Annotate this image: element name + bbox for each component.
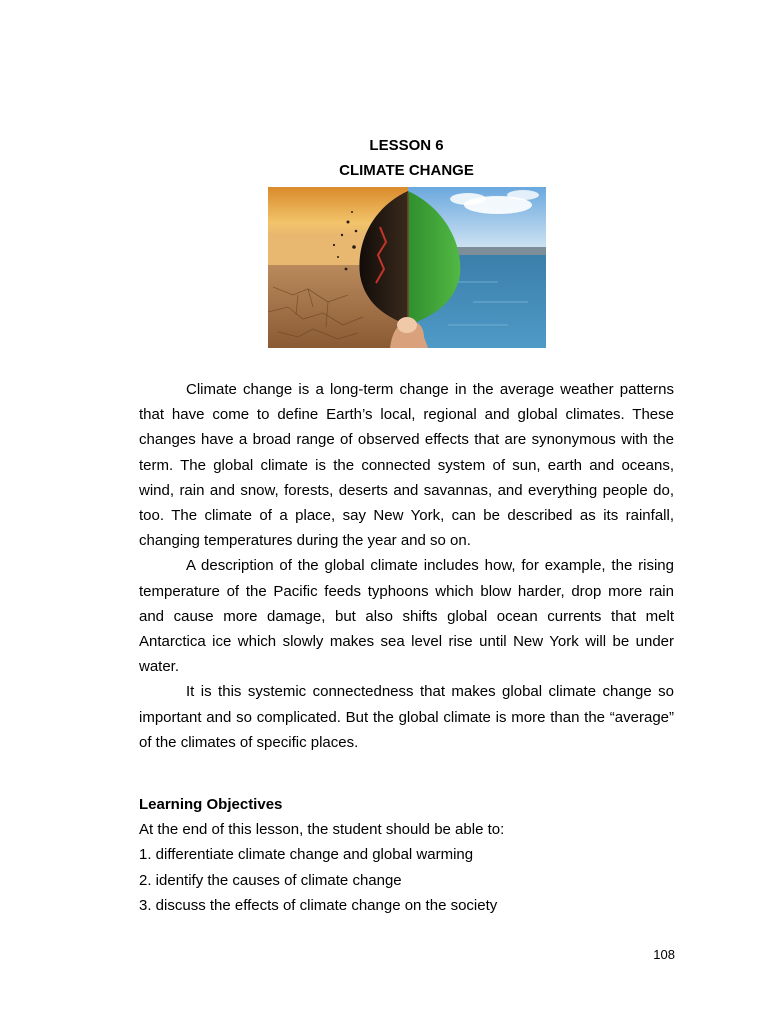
- paragraph-2: A description of the global climate includes how, for example, the rising temperature of the Pacific feeds typhoons which blow harder, drop more rain and cause more damage, but also shifts global ocean currents that melt Antarctica ice which slowly makes sea level rise until New York will be under water.: [139, 557, 674, 676]
- objectives-heading: Learning Objectives: [139, 796, 283, 813]
- page-number: 108: [653, 947, 675, 962]
- objectives-intro: At the end of this lesson, the student should be able to:: [139, 821, 505, 839]
- paragraph-3: It is this systemic connectedness that makes global climate change so important and so complicated. But the global climate is more than the “average” of the climates of specific places.: [139, 683, 674, 751]
- lesson-title: CLIMATE CHANGE: [339, 162, 474, 179]
- paragraph-1: Climate change is a long-term change in the average weather patterns that have come to define Earth’s local, regional and global climates. These changes have a broad range of observed effects that are synonymous with the term. The global climate is the connected system of sun, earth and oceans, wind, rain and snow, forests, deserts and savannas, and everything people do, too. The climate of a place, say New York, can be described as its rainfall, changing temperatures during the year and so on.: [139, 381, 674, 550]
- lesson-body: [139, 377, 674, 755]
- objective-item: 1. differentiate climate change and global warming: [139, 846, 474, 864]
- lesson-label: LESSON 6: [369, 137, 444, 154]
- leaf-half-burned-half-green-image: [268, 187, 546, 348]
- objective-item: 2. identify the causes of climate change: [139, 871, 402, 889]
- objective-item: 3. discuss the effects of climate change on the society: [139, 896, 498, 914]
- learning-objectives: [139, 792, 674, 918]
